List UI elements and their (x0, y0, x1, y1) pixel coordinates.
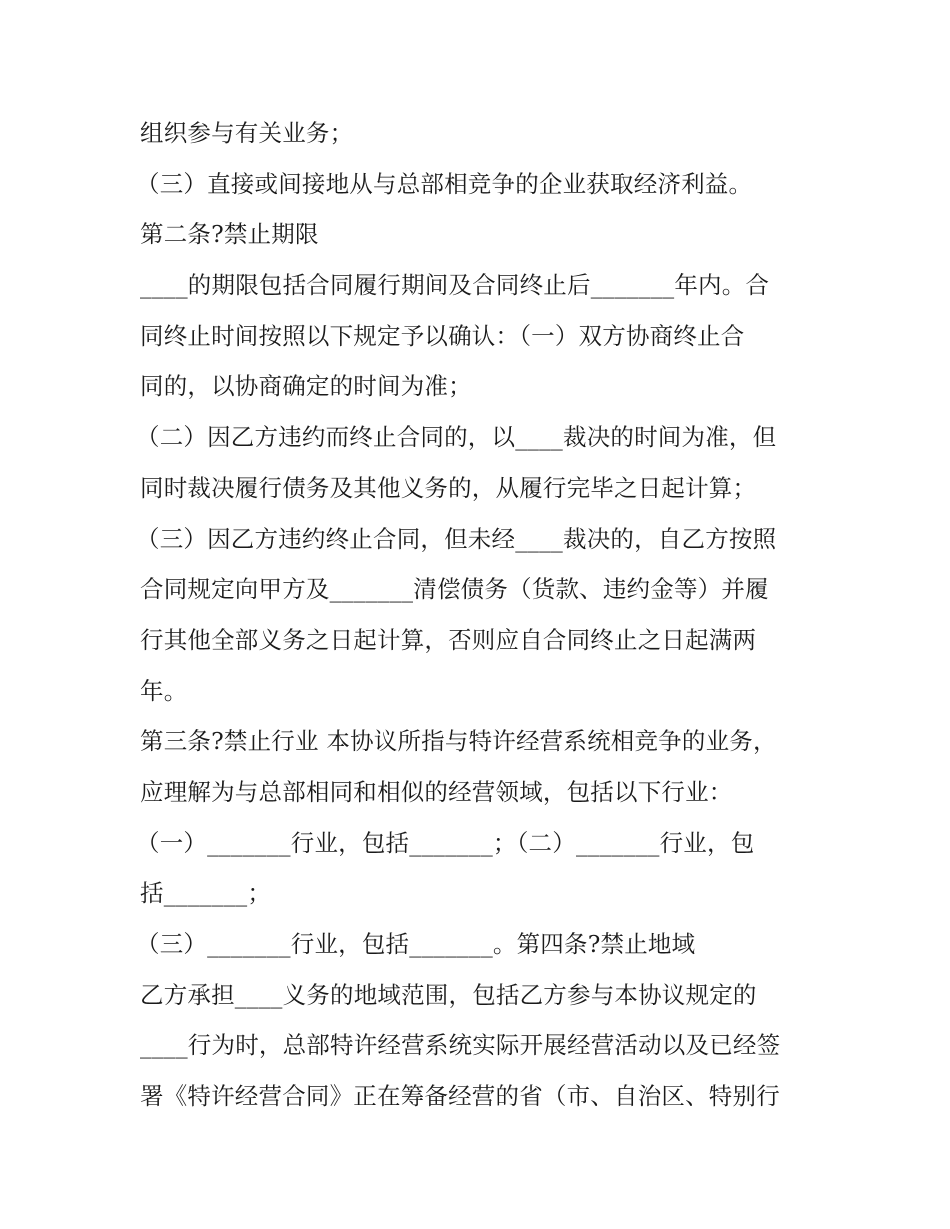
text-line-18: 乙方承担____义务的地域范围，包括乙方参与本协议规定的 (140, 980, 757, 1009)
text-line-9: （三）因乙方违约终止合同，但未经____裁决的，自乙方按照 (136, 524, 777, 553)
article-2-heading: 第二条?禁止期限 (140, 220, 319, 249)
text-line-17: （三）_______行业，包括_______。第四条?禁止地域 (136, 930, 696, 958)
text-line-8: 同时裁决履行债务及其他义务的，从履行完毕之日起计算； (140, 473, 757, 502)
text-line-5: 同终止时间按照以下规定予以确认：（一）双方协商终止合 (140, 321, 745, 350)
document-body (136, 108, 820, 1122)
text-line-4: ____的期限包括合同履行期间及合同终止后_______年内。合 (140, 271, 770, 300)
text-line-20: 署《特许经营合同》正在筹备经营的省（市、自治区、特别行 (140, 1082, 780, 1111)
text-line-12: 年。 (140, 676, 188, 705)
text-line-11: 行其他全部义务之日起计算，否则应自合同终止之日起满两 (140, 625, 757, 654)
article-3-heading: 第三条?禁止行业 本协议所指与特许经营系统相竞争的业务， (140, 727, 777, 756)
text-line-16: 括_______； (140, 879, 272, 908)
text-line-6: 同的，以协商确定的时间为准； (140, 372, 472, 401)
text-line-7: （二）因乙方违约而终止合同的，以____裁决的时间为准，但 (136, 423, 777, 452)
text-line-14: 应理解为与总部相同和相似的经营领域，包括以下行业： (140, 777, 733, 806)
text-line-19: ____行为时，总部特许经营系统实际开展经营活动以及已经签 (140, 1031, 781, 1060)
text-line-10: 合同规定向甲方及_______清偿债务（货款、违约金等）并履 (140, 575, 769, 604)
text-line-1: 组织参与有关业务； (140, 119, 354, 147)
text-line-15: （一）_______行业，包括_______；（二）_______行业，包 (136, 828, 755, 857)
text-line-2: （三）直接或间接地从与总部相竞争的企业获取经济利益。 (136, 169, 753, 198)
